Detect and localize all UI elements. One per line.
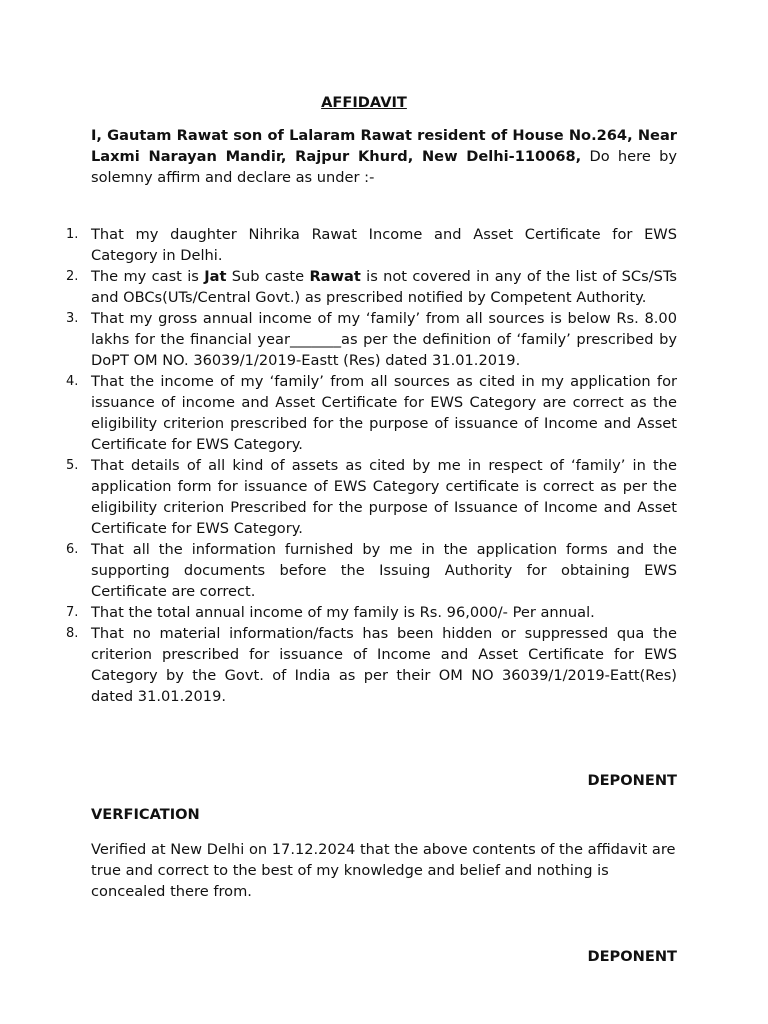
deponent-signature-label-verification: DEPONENT — [587, 948, 677, 965]
item-text: That details of all kind of assets as cited by me in respect of ‘family’ in the application form for issuance of EWS Category certificate is correct as per the eligibility criterion Prescribed for the purpose of Issuance of Income and Asset Certificate for EWS Category. — [91, 457, 677, 537]
verification-heading: VERFICATION — [91, 806, 200, 823]
item-text: That the total annual income of my family is Rs. 96,000/- Per annual. — [91, 604, 595, 621]
list-item — [66, 455, 677, 539]
list-item — [66, 539, 677, 602]
list-item — [66, 224, 677, 266]
item-number: 4. — [66, 374, 79, 389]
item-text-post: is not covered in any of the list of SCs/STs and OBCs(UTs/Central Govt.) as prescribed notified by Competent Authority. — [91, 268, 677, 306]
declaration-list — [66, 224, 677, 707]
document-title: AFFIDAVIT — [321, 94, 407, 111]
item-text: That my gross annual income of my ‘family’ from all sources is below Rs. 8.00 lakhs for the financial year_______as per the definition of ‘family’ prescribed by DoPT OM NO. 36039/1/2019-Eastt (Res) dated 31.01.2019. — [91, 310, 677, 369]
deponent-identity: I, Gautam Rawat son of Lalaram Rawat resident of House No.264, Near Laxmi Narayan Mandir, Rajpur Khurd, New Delhi-110068, — [91, 127, 677, 165]
verification-paragraph: Verified at New Delhi on 17.12.2024 that the above contents of the affidavit are true and correct to the best of my knowledge and belief and nothing is concealed there from. — [91, 841, 676, 900]
item-text-mid: Sub caste — [226, 268, 310, 285]
list-item — [66, 266, 677, 308]
item-text: That the income of my ‘family’ from all sources as cited in my application for issuance of income and Asset Certificate for EWS Category are correct as the eligibility criterion prescribed for the purpose of issuance of Income and Asset Certificate for EWS Category. — [91, 373, 677, 453]
intro-declaration: Do here by solemny affirm and declare as under :- — [91, 148, 677, 186]
list-item — [66, 371, 677, 455]
item-number: 5. — [66, 458, 79, 473]
item-text-pre: The my cast is — [91, 268, 205, 285]
item-number: 8. — [66, 626, 79, 641]
item-text: That no material information/facts has been hidden or suppressed qua the criterion prescribed for issuance of Income and Asset Certificate for EWS Category by the Govt. of India as per their OM NO 36039/1/2019-Eatt(Res) dated 31.01.2019. — [91, 625, 677, 705]
list-item — [66, 623, 677, 707]
intro-paragraph — [91, 125, 677, 188]
item-number: 3. — [66, 311, 79, 326]
item-text: That all the information furnished by me in the application forms and the supporting documents before the Issuing Authority for obtaining EWS Certificate are correct. — [91, 541, 677, 600]
item-number: 7. — [66, 605, 79, 620]
item-number: 1. — [66, 227, 79, 242]
item-text: That my daughter Nihrika Rawat Income and Asset Certificate for EWS Category in Delhi. — [91, 226, 677, 264]
item-number: 6. — [66, 542, 79, 557]
list-item — [66, 308, 677, 371]
deponent-signature-label: DEPONENT — [587, 772, 677, 789]
sub-caste-name: Rawat — [309, 268, 361, 285]
list-item — [66, 602, 677, 623]
item-number: 2. — [66, 269, 79, 284]
caste-name: Jat — [204, 268, 227, 285]
